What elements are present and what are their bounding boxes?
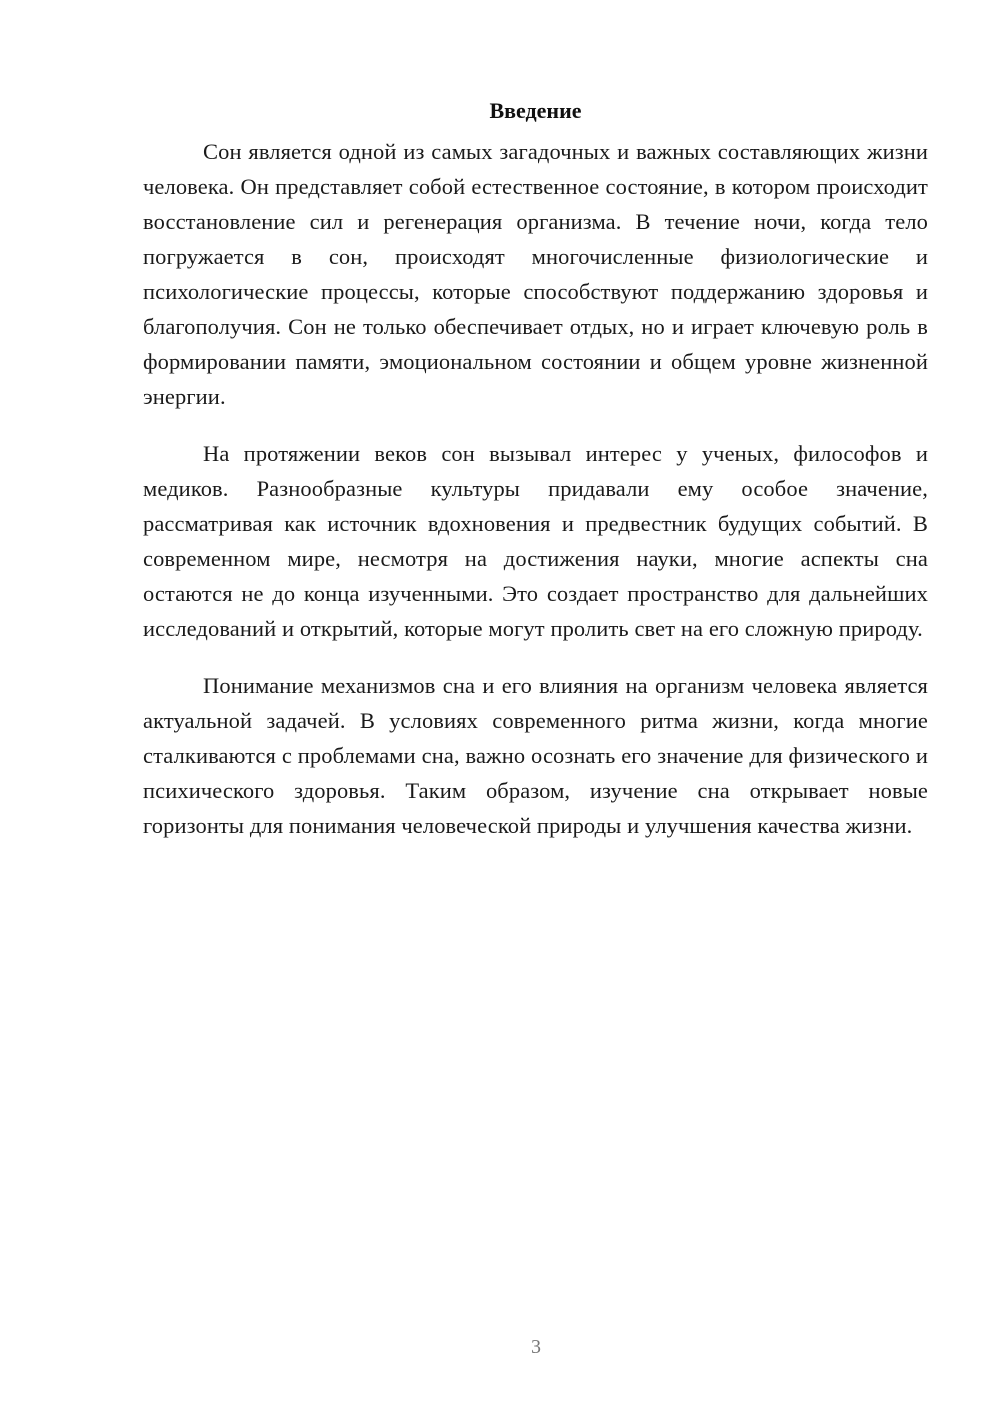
paragraph-3: Понимание механизмов сна и его влияния на организм человека является актуальной задачей. В условиях современного ритма жизни, когда многие сталкиваются с проблемами сна, важно осознать его значение для физического и психического здоровья. Таким образом, изучение сна открывает новые горизонты для понимания человеческой природы и улучшения качества жизни. — [143, 673, 928, 838]
paragraph-1: Сон является одной из самых загадочных и важных составляющих жизни человека. Он представляет собой естественное состояние, в котором происходит восстановление сил и регенерация организма. В течение ночи, когда тело погружается в сон, происходят многочисленные физиологические и психологические процессы, которые способствуют поддержанию здоровья и благополучия. Сон не только обеспечивает отдых, но и играет ключевую роль в формировании памяти, эмоциональном состоянии и общем уровне жизненной энергии. — [143, 139, 928, 409]
page-number: 3 — [531, 1336, 541, 1358]
page-content — [143, 94, 928, 865]
section-heading: Введение — [489, 98, 582, 123]
paragraph-2: На протяжении веков сон вызывал интерес у ученых, философов и медиков. Разнообразные культуры придавали ему особое значение, рассматривая как источник вдохновения и предвестник будущих событий. В современном мире, несмотря на достижения науки, многие аспекты сна остаются не до конца изученными. Это создает пространство для дальнейших исследований и открытий, которые могут пролить свет на его сложную природу. — [143, 441, 928, 641]
